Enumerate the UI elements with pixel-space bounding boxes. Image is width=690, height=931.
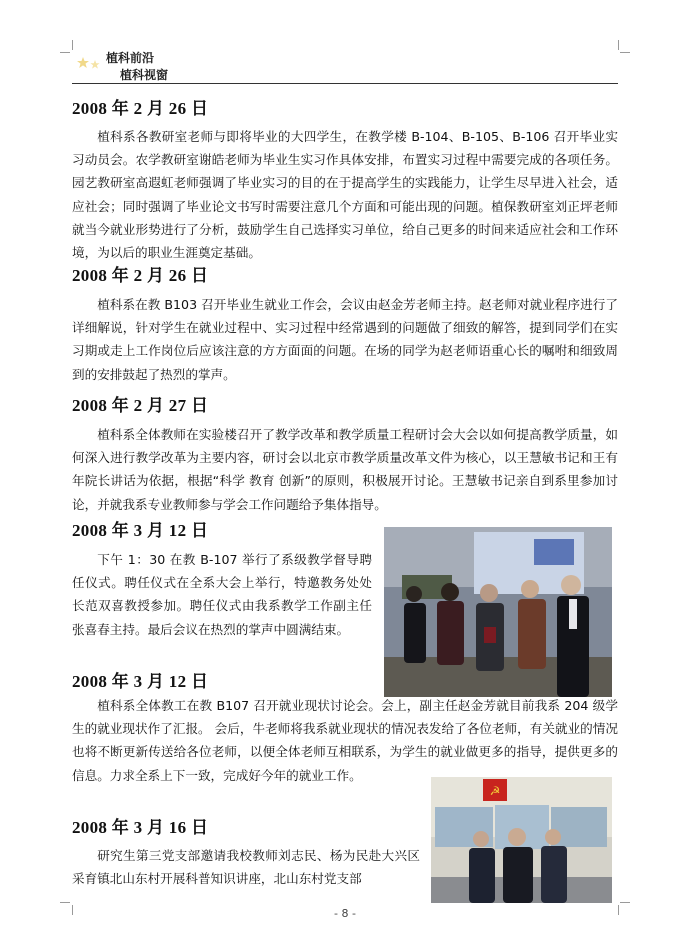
stars-decoration-icon bbox=[77, 55, 103, 73]
crop-mark bbox=[60, 52, 70, 53]
entry-date: 2008 年 2 月 26 日 bbox=[72, 266, 209, 285]
entry-text: 植科系全体教工在教 B107 召开就业现状讨论会。会上，副主任赵金芳就目前我系 204 级学生的就业现状作了汇报。 会后，牛老师将我系就业现状的情况表发给了各位老师，有关就业的情况也将不断更新传送给各位老师，以便全体老师互相联系，为学生的就业做更多的指导，提供更多的信息。力求全系上下一致，完成好今年的就业工作。 bbox=[72, 698, 618, 783]
crop-mark bbox=[620, 52, 630, 53]
crop-mark bbox=[618, 40, 619, 50]
header-section-title: 植科前沿 bbox=[106, 51, 155, 65]
entry-date: 2008 年 2 月 26 日 bbox=[72, 99, 209, 118]
header-rule bbox=[72, 83, 618, 84]
entry-date: 2008 年 3 月 12 日 bbox=[72, 672, 209, 691]
crop-mark bbox=[60, 902, 70, 903]
entry-text: 植科系各教研室老师与即将毕业的大四学生，在教学楼 B-104、B-105、B-106 召开毕业实习动员会。农学教研室谢皓老师为毕业生实习作具体安排，布置实习过程中需要完成的各项任务。园艺教研室高遐虹老师强调了毕业实习的目的在于提高学生的实践能力，让学生尽早进入社会，适应社会；同时强调了毕业论文书写时需要注意几个方面和可能出现的问题。植保教研室刘正坪老师就当今就业形势进行了分析，鼓励学生自己选择实习单位，给自己更多的时间来适应社会和工作环境，为以后的职业生涯奠定基础。 bbox=[72, 129, 618, 261]
entry-text: 研究生第三党支部邀请我校教师刘志民、杨为民赴大兴区采育镇北山东村开展科普知识讲座，北山东村党支部 bbox=[72, 848, 420, 887]
entry-date: 2008 年 3 月 16 日 bbox=[72, 818, 209, 837]
page-number: - 8 - bbox=[334, 907, 356, 920]
entry-date: 2008 年 3 月 12 日 bbox=[72, 521, 209, 540]
crop-mark bbox=[72, 40, 73, 50]
header-section-subtitle: 植科视窗 bbox=[120, 68, 169, 82]
entry-text: 植科系在教 B103 召开毕业生就业工作会，会议由赵金芳老师主持。赵老师对就业程序进行了详细解说，针对学生在就业过程中、实习过程中经常遇到的问题做了细致的解答，提到同学们在实习期或走上工作岗位后应该注意的方方面面的问题。在场的同学为赵老师语重心长的嘱咐和细致周到的安排鼓起了热烈的掌声。 bbox=[72, 297, 618, 382]
entry-date: 2008 年 2 月 27 日 bbox=[72, 396, 209, 415]
lecture-photo bbox=[431, 777, 612, 903]
entry-text: 植科系全体教师在实验楼召开了教学改革和教学质量工程研讨会大会以如何提高教学质量，如何深入进行教学改革为主要内容，研讨会以北京市教学质量改革文件为核心，以王慧敏书记和王有年院长讲话为依据，根据“科学 教育 创新”的原则，积极展开讨论。王慧敏书记亲自到系里参加讨论，并就我系专业教师参与学会工作问题给予集体指导。 bbox=[72, 427, 618, 512]
entry-text: 下午 1：30 在教 B-107 举行了系级教学督导聘任仪式。聘任仪式在全系大会上举行，特邀教务处处长范双喜教授参加。聘任仪式由我系教学工作副主任张喜春主持。最后会议在热烈的掌声中圆满结束。 bbox=[72, 552, 372, 637]
svg-text:☭: ☭ bbox=[489, 784, 501, 798]
ceremony-photo bbox=[384, 527, 612, 697]
crop-mark bbox=[620, 902, 630, 903]
